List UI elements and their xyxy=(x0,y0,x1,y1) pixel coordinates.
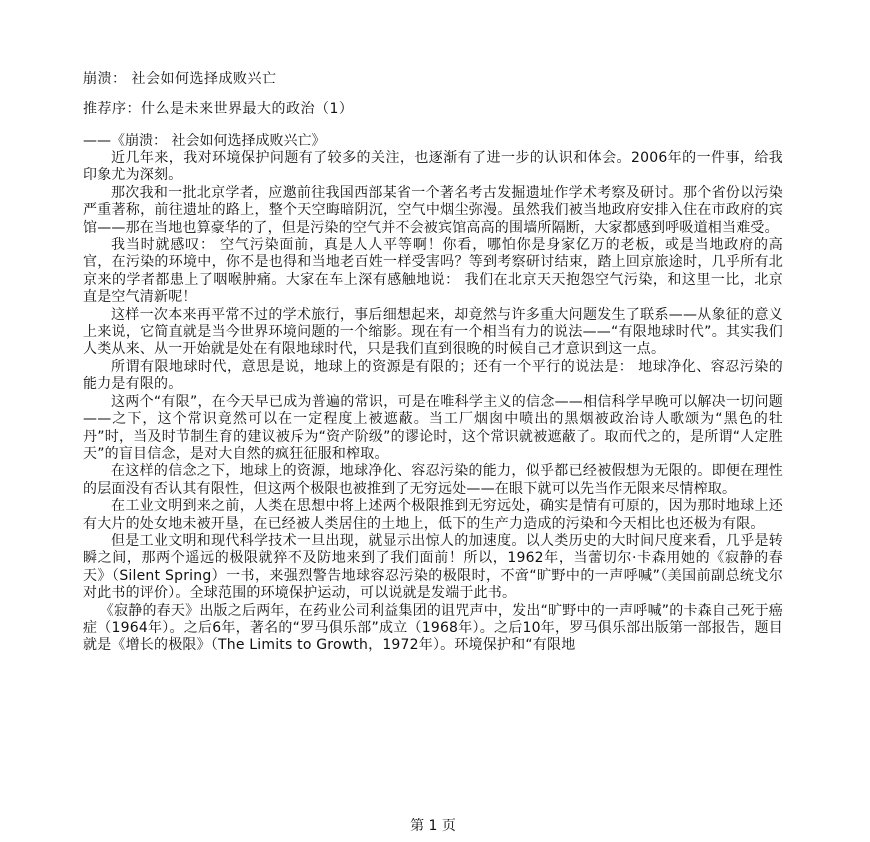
page-number: 第 1 页 xyxy=(410,818,456,834)
document-page xyxy=(83,62,783,832)
paragraph: 这样一次本来再平常不过的学术旅行，事后细想起来，却竟然与许多重大问题发生了联系——从象征的意义上来说，它简直就是当今世界环境问题的一个缩影。现在有一个相当有力的说法——“有限地球时代”。其实我们人类从来、从一开始就是处在有限地球时代，只是我们直到很晚的时候自己才意识到这一点。 xyxy=(83,306,783,358)
paragraph: 那次我和一批北京学者，应邀前往我国西部某省一个著名考古发掘遗址作学术考察及研讨。那个省份以污染严重著称，前往遗址的路上，整个天空晦暗阴沉，空气中烟尘弥漫。虽然我们被当地政府安排入住在市政府的宾馆——那在当地也算豪华的了，但是污染的空气并不会被宾馆高高的围墙所隔断，大家都感到呼吸道相当难受。 xyxy=(83,184,783,236)
paragraph: 所谓有限地球时代，意思是说，地球上的资源是有限的；还有一个平行的说法是： 地球净化、容忍污染的能力是有限的。 xyxy=(83,358,783,393)
paragraph: 在工业文明到来之前，人类在思想中将上述两个极限推到无穷远处，确实是情有可原的，因为那时地球上还有大片的处女地未被开垦，在已经被人类居住的土地上，低下的生产力造成的污染和今天相比也还极为有限。 xyxy=(83,498,783,532)
paragraph: 近几年来，我对环境保护问题有了较多的关注，也逐渐有了进一步的认识和体会。2006年的一件事，给我印象尤为深刻。 xyxy=(83,150,783,184)
paragraph: 这两个“有限”，在今天早已成为普遍的常识，可是在唯科学主义的信念——相信科学早晚可以解决一切问题——之下，这个常识竟然可以在一定程度上被遮蔽。当工厂烟囱中喷出的黑烟被政治诗人歌颂为“黑色的牡丹”时，当及时节制生育的建议被斥为“资产阶级”的谬论时，这个常识就被遮蔽了。取而代之的，是所谓“人定胜天”的盲目信念，是对大自然的疯狂征服和榨取。 xyxy=(83,393,783,462)
series-title: 推荐序：什么是未来世界最大的政治（1） xyxy=(83,101,354,117)
body-text xyxy=(83,150,783,655)
document-title: 崩溃： 社会如何选择成败兴亡 xyxy=(83,71,277,87)
document-subtitle: ——《崩溃： 社会如何选择成败兴亡》 xyxy=(83,133,326,149)
paragraph: 我当时就感叹： 空气污染面前，真是人人平等啊！你看，哪怕你是身家亿万的老板，或是当地政府的高官，在污染的环境中，你不是也得和当地老百姓一样受害吗？等到考察研讨结束，踏上回京旅途时，几乎所有北京来的学者都患上了咽喉肿痛。大家在车上深有感触地说： 我们在北京天天抱怨空气污染，和这里一比，北京直是空气清新呢！ xyxy=(83,237,783,306)
paragraph: 但是工业文明和现代科学技术一旦出现，就显示出惊人的加速度。以人类历史的大时间尺度来看，几乎是转瞬之间，那两个遥远的极限就猝不及防地来到了我们面前！所以，1962年，当蕾切尔·卡森用她的《寂静的春天》（Silent Spring）一书，来强烈警告地球容忍污染的极限时，不啻“旷野中的一声呼喊”（美国前副总统戈尔对此书的评价）。全球范围的环境保护运动，可以说就是发端于此书。 xyxy=(83,532,783,602)
paragraph: 在这样的信念之下，地球上的资源，地球净化、容忍污染的能力，似乎都已经被假想为无限的。即便在理性的层面没有否认其有限性，但这两个极限也被推到了无穷远处——在眼下就可以先当作无限来尽情榨取。 xyxy=(83,463,783,497)
paragraph: 《寂静的春天》出版之后两年，在药业公司利益集团的诅咒声中，发出“旷野中的一声呼喊”的卡森自己死于癌症（1964年）。之后6年，著名的“罗马俱乐部”成立（1968年）。之后10年，罗马俱乐部出版第一部报告，题目就是《增长的极限》（The Limits to Growth，1972年）。环境保护和“有限地 xyxy=(83,602,783,654)
